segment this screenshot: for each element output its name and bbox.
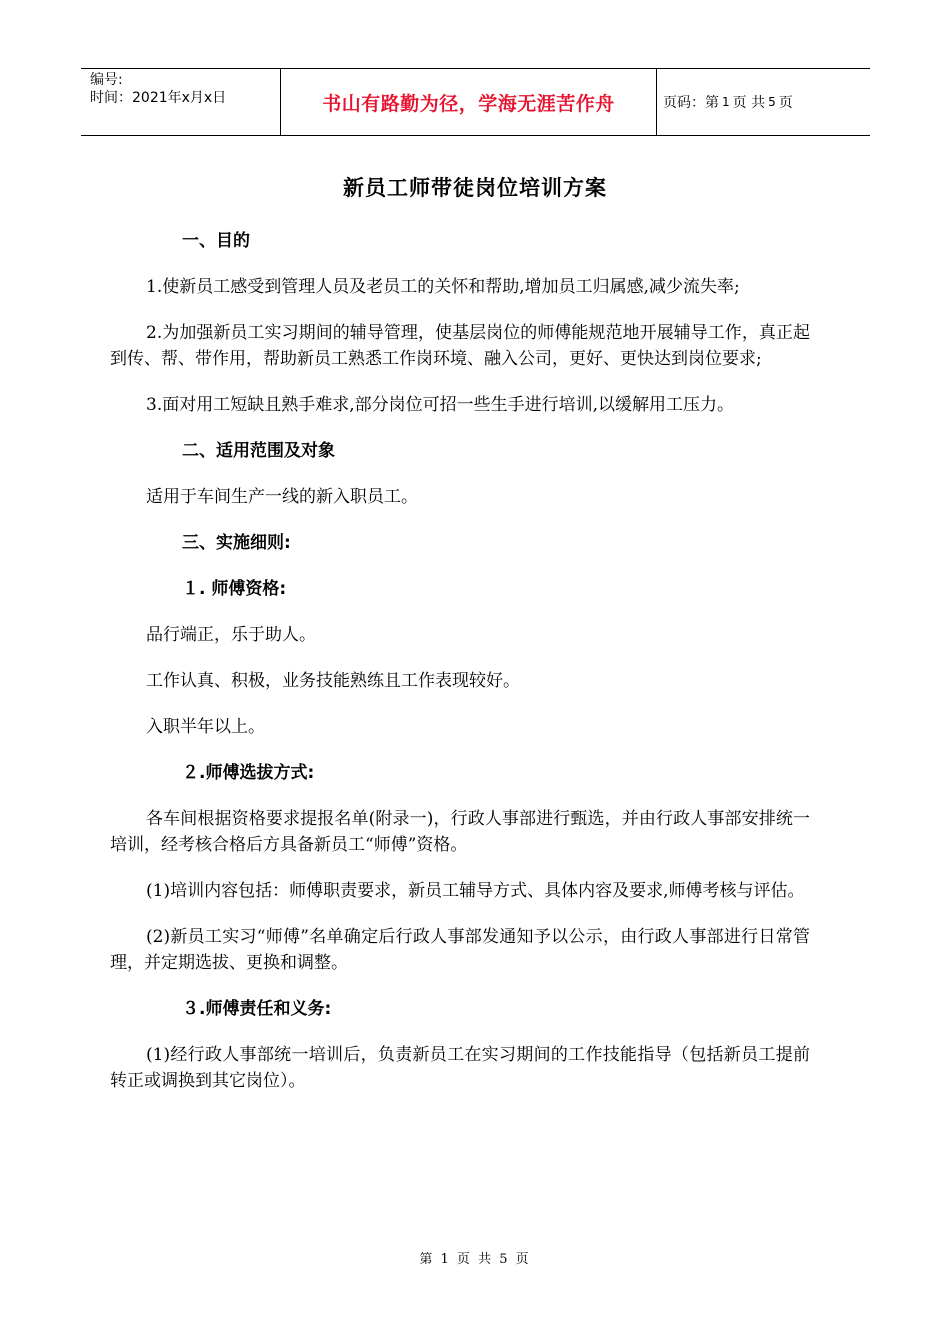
paragraph: 入职半年以上。 [146,717,265,737]
document-body [110,228,810,1094]
paragraph: 3.面对用工短缺且熟手难求,部分岗位可招一些生手进行培训,以缓解用工压力。 [146,395,735,415]
paragraph: 各车间根据资格要求提报名单(附录一)，行政人事部进行甄选，并由行政人事部安排统一培训，经考核合格后方具备新员工“师傅”资格。 [110,809,810,855]
subsection-heading-selection: ２.师傅选拔方式: [182,763,315,783]
header-page-number [657,69,870,135]
section-heading-details: 三、实施细则: [182,533,291,553]
paragraph: (1)经行政人事部统一培训后，负责新员工在实习期间的工作技能指导（包括新员工提前转正或调换到其它岗位）。 [110,1045,810,1091]
page-label-mid: 页 共 [732,95,766,111]
header-table [81,68,870,136]
page-label-prefix: 页码：第 [663,95,719,111]
section-heading-scope: 二、适用范围及对象 [182,441,335,461]
page-label-suffix: 页 [778,95,793,111]
subsection-heading-duties: ３.师傅责任和义务: [182,999,332,1019]
paragraph: 1.使新员工感受到管理人员及老员工的关怀和帮助,增加员工归属感,减少流失率; [146,277,740,297]
paragraph: 品行端正，乐于助人。 [146,625,316,645]
paragraph: (1)培训内容包括：师傅职责要求，新员工辅导方式、具体内容及要求,师傅考核与评估。 [146,881,805,901]
paragraph: 适用于车间生产一线的新入职员工。 [146,487,418,507]
paragraph: (2)新员工实习“师傅”名单确定后行政人事部发通知予以公示，由行政人事部进行日常管理，并定期选拔、更换和调整。 [110,927,810,973]
subsection-heading-qualification: １. 师傅资格: [182,579,287,599]
number-label: 编号: [90,72,123,88]
page-total: 5 [768,95,776,109]
time-label: 时间：2021年x月x日 [90,90,227,106]
document-title: 新员工师带徒岗位培训方案 [343,176,607,200]
header-motto: 书山有路勤为径，学海无涯苦作舟 [281,69,657,135]
page-current: 1 [722,95,730,109]
paragraph: 2.为加强新员工实习期间的辅导管理，使基层岗位的师傅能规范地开展辅导工作，真正起到传、帮、带作用，帮助新员工熟悉工作岗环境、融入公司，更好、更快达到岗位要求; [110,323,810,369]
page-footer: 第 1 页 共 5 页 [419,1252,531,1267]
section-heading-purpose: 一、目的 [182,231,250,251]
header-meta [81,69,281,135]
paragraph: 工作认真、积极，业务技能熟练且工作表现较好。 [146,671,520,691]
